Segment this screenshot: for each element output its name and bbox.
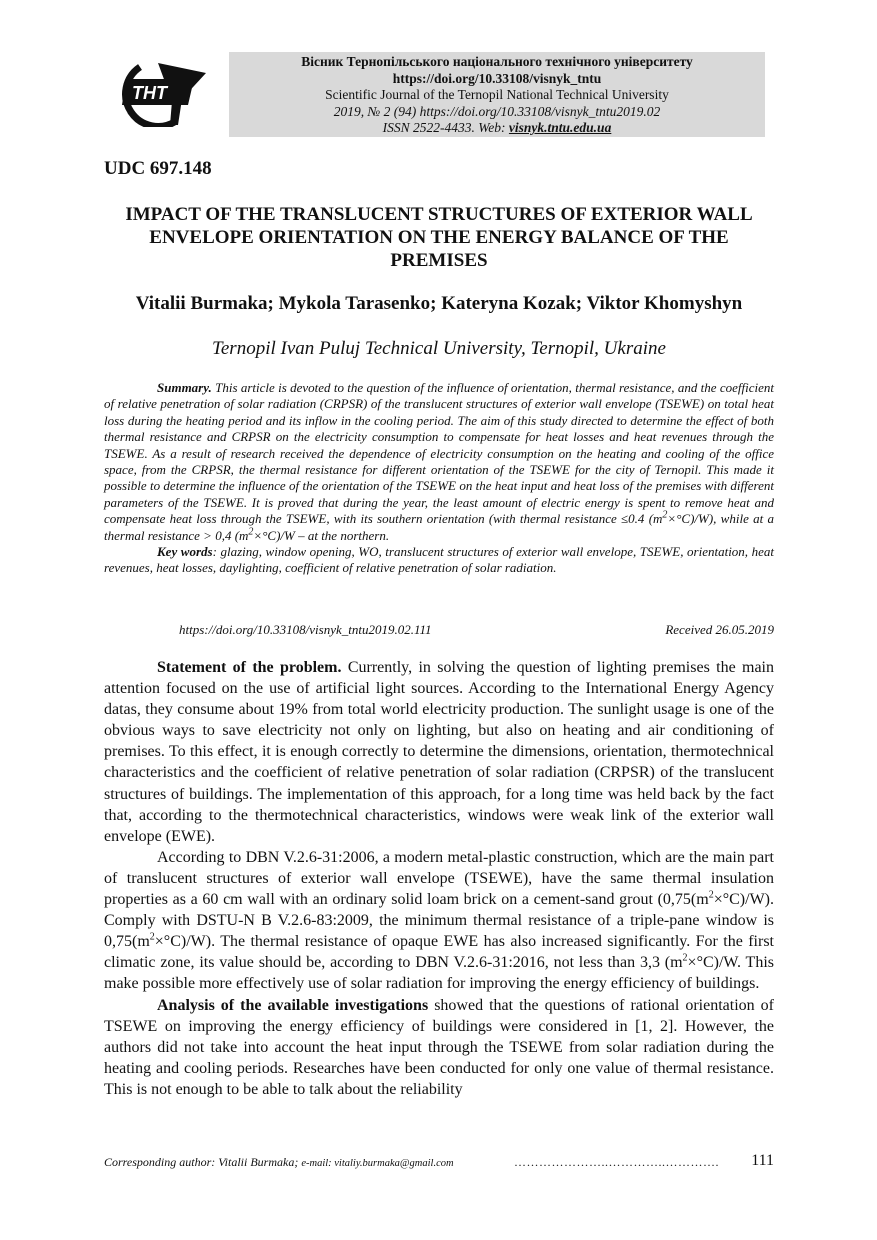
summary-text-b: ×°C)/W), while at a thermal resistance > 0,4 (m — [104, 511, 774, 543]
summary-text-a: This article is devoted to the question of the influence of orientation, thermal resistance, and the coefficient of relative penetration of solar radiation (CRPSR) of the translucent structures of exterior wall envelope (TSEWE) on total heat loss during the heating period and its inflow in the cooling period. The aim of this study directed to determine the effect of both thermal resistance and CRPSR on the electricity consumption to compensate for heat losses and heat revenues through the TSEWE. As a result of research received the dependence of electricity consumption on the heating and cooling of the office space, from the CRPSR, the thermal resistance for different orientation of the TSEWE for the city of Ternopil. This made it possible to determine the influence of the orientation of the TSEWE on the heat input and heat loss of the premises with different parameters of the TSEWE. It is proved that during the year, the least amount of electric energy is spent to remove heat and compensate heat loss through the TSEWE, with its southern orientation (with thermal resistance ≤0.4 (m — [104, 380, 774, 527]
issn-text: ISSN 2522-4433. Web: — [382, 120, 509, 135]
keywords-label: Key words — [157, 544, 213, 560]
sup-c: 2 — [708, 889, 714, 901]
journal-title-ua: Вісник Тернопільського національного технічного університету — [301, 54, 693, 69]
page-footer — [104, 1152, 774, 1170]
statement-text: Currently, in solving the question of lighting premises the main attention focused on the use of artificial light sources. According to the International Energy Agency datas, they consume about 19% from total world electricity production. The sunlight usage is one of the obvious ways to save electricity not only on lighting, but also on heating and air conditioning of premises. To this effect, it is enough correctly to determine the dimensions, orientation, thermotechnical characteristics and the coefficient of relative penetration of solar radiation (CRPSR) of the translucent structures of buildings. The implementation of this approach, for a long time was held back by the fact that, according to the thermotechnical characteristics, windows were weak link of the exterior wall envelope (EWE). — [104, 659, 775, 845]
page-number: 111 — [751, 1152, 774, 1169]
keywords-text: : glazing, window opening, WO, translucent structures of exterior wall envelope, TSEWE, orientation, heat revenues, heat losses, daylighting, coefficient of relative penetration of solar radiation. — [104, 544, 774, 576]
dbn-text-a: According to DBN V.2.6-31:2006, a modern metal-plastic construction, which are the main part of translucent structures of exterior wall envelope (TSEWE), have the same thermal insulation properties as a 60 cm wall with an ordinary solid loam brick on a cement-sand grout (0,75(m — [104, 848, 774, 909]
journal-header — [229, 52, 765, 137]
udc-code: UDC 697.148 — [104, 158, 212, 179]
footer-dots: …………………..…………..…………. — [514, 1155, 719, 1169]
dbn-text-d: ×°C)/W. This make possible more effectively use of solar radiation for improving the energy efficiency of buildings. — [104, 954, 775, 993]
corresponding-author: Corresponding author: Vitalii Burmaka; — [104, 1155, 302, 1169]
paragraph-dbn — [104, 847, 774, 995]
analysis-text: showed that the questions of rational orientation of TSEWE on improving the energy efficiency of buildings were considered in [1, 2]. However, the authors did not take into account the heat input through the TSEWE from solar radiation during the heating and cooling periods. Researches have been conducted for only one value of thermal resistance. This is not enough to be able to talk about the reliability — [104, 996, 774, 1098]
journal-issn — [229, 120, 765, 137]
summary-text-c: ×°C)/W – at the northern. — [253, 527, 390, 543]
statement-heading: Statement of the problem. — [157, 659, 342, 676]
paragraph-analysis — [104, 995, 774, 1100]
dbn-text-b: ×°C)/W). Comply with DSTU-N B V.2.6-83:2009, the minimum thermal resistance of a triple-pane window is 0,75(m — [104, 891, 774, 951]
affiliation: Ternopil Ivan Puluj Technical University, Ternopil, Ukraine — [212, 338, 666, 359]
abstract — [104, 380, 774, 577]
paragraph-statement — [104, 657, 774, 847]
journal-issue: 2019, № 2 (94) https://doi.org/10.33108/visnyk_tntu2019.02 — [333, 103, 661, 119]
logo-text: THT — [132, 83, 167, 103]
journal-title-en: Scientific Journal of the Ternopil National Technical University — [325, 87, 669, 102]
journal-web-link[interactable]: visnyk.tntu.edu.ua — [508, 120, 612, 135]
sup-b: 2 — [248, 526, 254, 538]
sup-e: 2 — [682, 952, 688, 964]
received-date: Received 26.05.2019 — [665, 622, 774, 637]
sup-a: 2 — [662, 509, 668, 521]
dbn-text-c: ×°C)/W). The thermal resistance of opaque EWE has also increased significantly. For the first climatic zone, its value should be, according to DBN V.2.6-31:2016, not less than 3,3 (m — [104, 933, 774, 972]
summary-paragraph — [104, 380, 774, 544]
keywords-paragraph — [104, 544, 774, 577]
summary-label: Summary. — [157, 380, 212, 395]
analysis-heading: Analysis of the available investigations — [157, 996, 429, 1014]
journal-doi[interactable]: https://doi.org/10.33108/visnyk_tntu — [392, 70, 602, 86]
tntu-logo — [118, 55, 210, 127]
paper-title: IMPACT OF THE TRANSLUCENT STRUCTURES OF EXTERIOR WALL ENVELOPE ORIENTATION ON THE ENERGY BALANCE OF THE PREMISES — [125, 204, 753, 271]
article-doi[interactable]: https://doi.org/10.33108/visnyk_tntu2019.02.111 — [179, 622, 432, 637]
main-text — [104, 657, 774, 1100]
authors: Vitalii Burmaka; Mykola Tarasenko; Kateryna Kozak; Viktor Khomyshyn — [135, 293, 743, 314]
sup-d: 2 — [149, 931, 155, 943]
author-email: e-mail: vitaliy.burmaka@gmail.com — [301, 1158, 454, 1169]
